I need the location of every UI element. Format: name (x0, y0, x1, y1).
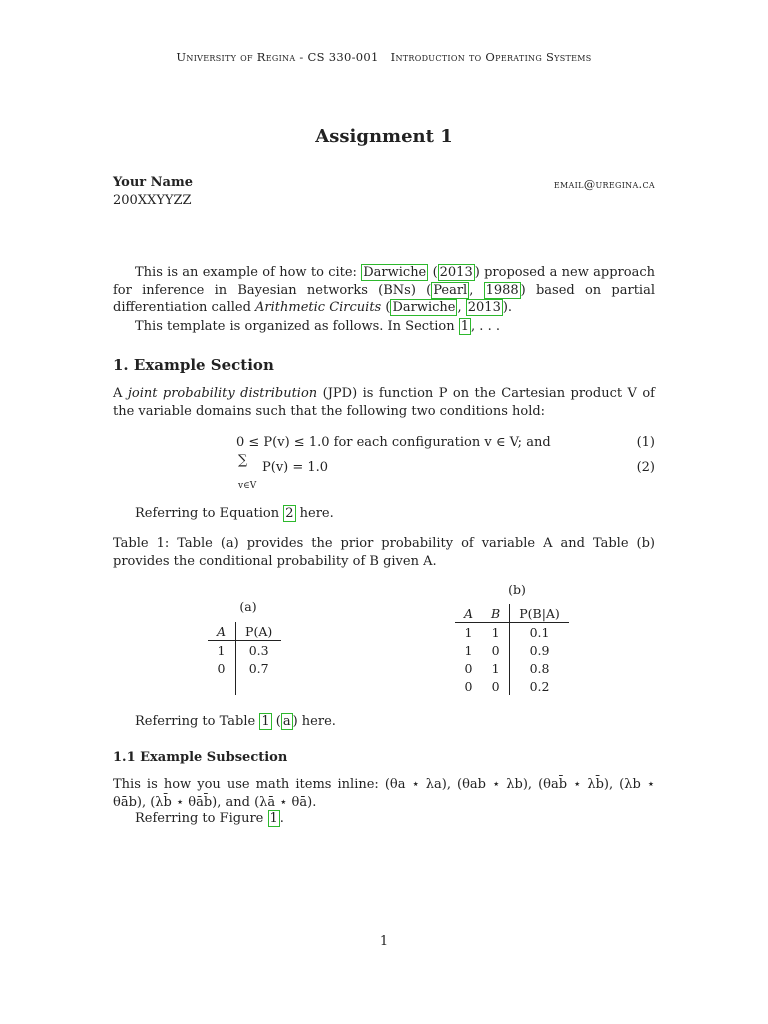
table-b (455, 604, 569, 695)
table-row (208, 677, 281, 695)
table-header-cell: A (208, 622, 236, 641)
table-ref-link[interactable]: 1 (261, 714, 270, 729)
table-row: 0 0 0.2 (464, 678, 550, 694)
page-number: 1 (379, 934, 389, 949)
equation-1-number: (1) (636, 435, 655, 450)
summation-subscript: v∈V (238, 481, 257, 491)
header-left: University of Regina - CS 330-001 (176, 50, 379, 64)
citation-link[interactable]: Darwiche (363, 265, 427, 280)
citation-link[interactable]: 1988 (485, 282, 519, 298)
table-a (208, 622, 281, 695)
figure-ref-paragraph: Referring to Figure 1 . (135, 811, 284, 826)
table-header-cell: A (455, 604, 482, 623)
intro-paragraph: This is an example of how to cite: Darwiche ( 2013 ) proposed a new approach for inference in Bayesian networks (BNs) ( Pearl , 1988 ) based on partial differentiation called Arithmetic Circuits ( Darwiche , 2013 ). (113, 265, 655, 315)
citation-link[interactable]: 2013 (467, 300, 501, 315)
figure-ref-link[interactable]: 1 (269, 811, 278, 826)
table-header-cell: P(B|A) (510, 604, 569, 623)
table-header-cell: B (482, 604, 510, 623)
table-row: 1 0.3 (208, 641, 281, 660)
intro-paragraph-2: This template is organized as follows. In Section 1 , . . . (135, 319, 500, 334)
subtable-ref-link[interactable]: a (282, 714, 291, 729)
equation-2: P(v) = 1.0 (262, 460, 329, 475)
running-header (0, 50, 768, 64)
inline-math-paragraph: This is how you use math items inline: (θa ⋆ λa), (θab ⋆ λb), (θab̄ ⋆ λb̄), (λb ⋆ θāb), (λb̄ ⋆ θāb̄), and (λā ⋆ θā). (113, 777, 655, 810)
citation-link[interactable]: 2013 (439, 265, 473, 280)
table-ref-paragraph: Referring to Table 1 ( a ) here. (135, 714, 336, 729)
equation-ref-paragraph: Referring to Equation 2 here. (135, 506, 334, 521)
citation-link[interactable]: Pearl (433, 282, 468, 298)
table-row: 0 0.7 (208, 659, 281, 677)
author-email: email@uregina.ca (553, 177, 655, 191)
equation-1: 0 ≤ P(v) ≤ 1.0 for each configuration v ∈ V; and (236, 435, 551, 450)
jpd-paragraph: A joint probability distribution (JPD) is function P on the Cartesian product V of the variable domains such that the following two conditions hold: (113, 386, 655, 419)
page-title: Assignment 1 (315, 126, 453, 147)
table-b-label: (b) (508, 582, 526, 597)
summation-symbol: ∑ (238, 453, 248, 468)
section-heading: 1. Example Section (113, 356, 274, 374)
section-ref-link[interactable]: 1 (460, 319, 470, 334)
table-a-label: (a) (239, 599, 257, 614)
subsection-heading: 1.1 Example Subsection (113, 750, 288, 765)
table-header-cell: P(A) (236, 622, 282, 641)
header-right: Introduction to Operating Systems (390, 50, 592, 64)
equation-2-number: (2) (636, 460, 655, 475)
equation-ref-link[interactable]: 2 (285, 506, 294, 521)
table-row: 1 0 0.9 (464, 642, 550, 658)
table-row: 1 1 0.1 (464, 624, 550, 640)
citation-link[interactable]: Darwiche (392, 300, 456, 315)
author-id: 200XXYYZZ (113, 193, 192, 208)
table-caption: Table 1: Table (a) provides the prior probability of variable A and Table (b) provides the conditional probability of B given A. (113, 536, 655, 569)
author-name: Your Name (113, 175, 193, 190)
table-row: 0 1 0.8 (464, 660, 550, 676)
